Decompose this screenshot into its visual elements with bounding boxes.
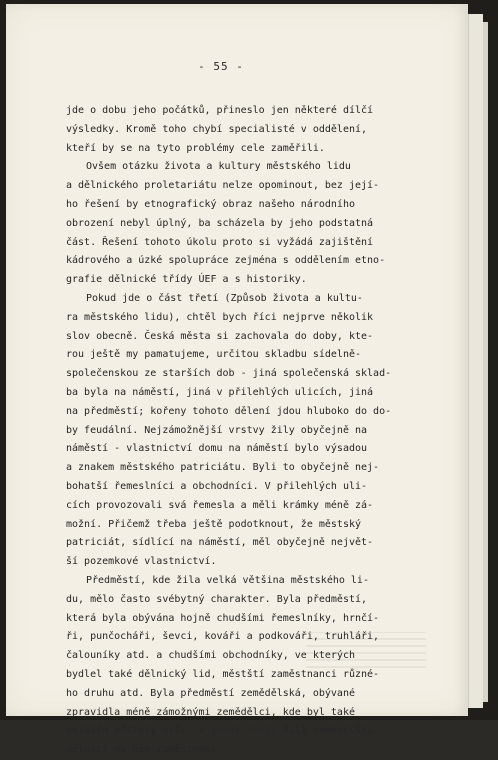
text-line: společenskou ze starších dob - jiná společenská sklad- <box>66 368 392 380</box>
text-line: bydlel také dělnický lid, městští zaměstnanci různé- <box>66 668 380 680</box>
text-line: možní. Přičemž třeba ještě podotknout, že městský <box>66 518 362 530</box>
text-line: ři, punčocháři, ševci, kováři a podkováři, truhláři, <box>66 631 380 643</box>
text-line: du, mělo často svébytný charakter. Byla předměstí, <box>66 593 368 605</box>
text-line: jde o dobu jeho počátků, přineslo jen některé dílčí <box>66 105 374 116</box>
text-line: dělníci na něm zaměstnaní. <box>66 744 223 756</box>
text-line: by feudální. Nejzámožnější vrstvy žily obyčejně na <box>66 424 368 436</box>
text-line: cích provozovali svá řemesla a měli krámky méně zá- <box>66 499 374 511</box>
bleed-through-stamp <box>306 632 426 668</box>
text-line: výsledky. Kromě toho chybí specialisté v oddělení, <box>66 123 368 135</box>
text-line: část. Řešení tohoto úkolu proto si vyžádá zajištění <box>66 236 374 248</box>
text-line: Ovšem otázku života a kultury městského lidu <box>86 161 351 173</box>
text-line: rou ještě my pamatujeme, určitou skladbu sídelně- <box>66 349 362 361</box>
text-line: na předměstí; kořeny tohoto dělení jdou hluboko do do- <box>66 405 392 417</box>
text-line: a znakem městského patriciátu. Byli to obyčejně nej- <box>66 462 380 474</box>
page-edge <box>468 14 483 708</box>
text-line: patriciát, sídlící na náměstí, měl obyčejně největ- <box>66 537 374 549</box>
text-line: ho řešení by etnografický obraz našeho národního <box>66 198 355 210</box>
text-line: obrození nebyl úplný, ba scházela by jeho podstatná <box>66 217 374 229</box>
text-line: ší pozemkové vlastnictví. <box>66 556 217 568</box>
text-line: ra městského lidu), chtěl bych říci nejprve několik <box>66 311 374 323</box>
text-line: Předměstí, kde žila velká většina městského li- <box>86 574 369 586</box>
text-line: a dělnického proletariátu nelze opominout, bez její- <box>66 180 380 192</box>
page-number: - 55 - <box>198 60 244 73</box>
text-line: umístěn městský dvůr, v jehož okolí žili zemědělští <box>66 725 374 737</box>
text-line: ho druhu atd. Byla předměstí zemědělská, obývané <box>66 687 355 699</box>
text-line: která byla obývána hojně chudšími řemeslníky, hrnčí- <box>66 612 380 624</box>
text-line: grafie dělnické třídy ÚEF a s historiky. <box>66 274 307 286</box>
text-line: náměstí - vlastnictví domu na náměstí bylo výsadou <box>66 443 368 455</box>
text-line: slov obecně. Česká města si zachovala do doby, kte- <box>66 330 374 342</box>
text-line: kádrového a úzké spolupráce zejména s oddělením etno- <box>66 255 386 267</box>
text-line: kteří by se na tyto problémy cele zaměřili. <box>66 142 325 154</box>
text-line: bohatší řemeslníci a obchodníci. V přilehlých uli- <box>66 480 368 492</box>
document-page <box>6 4 468 756</box>
text-line: čalouníky atd. a chudšími obchodníky, ve kterých <box>66 650 355 662</box>
text-line: zpravidla méně zámožnými zemědělci, kde byl také <box>66 706 355 718</box>
text-line: ba byla na náměstí, jiná v přilehlých ulicích, jiná <box>66 386 374 398</box>
text-line: Pokud jde o část třetí (Způsob života a kultu- <box>86 292 363 304</box>
